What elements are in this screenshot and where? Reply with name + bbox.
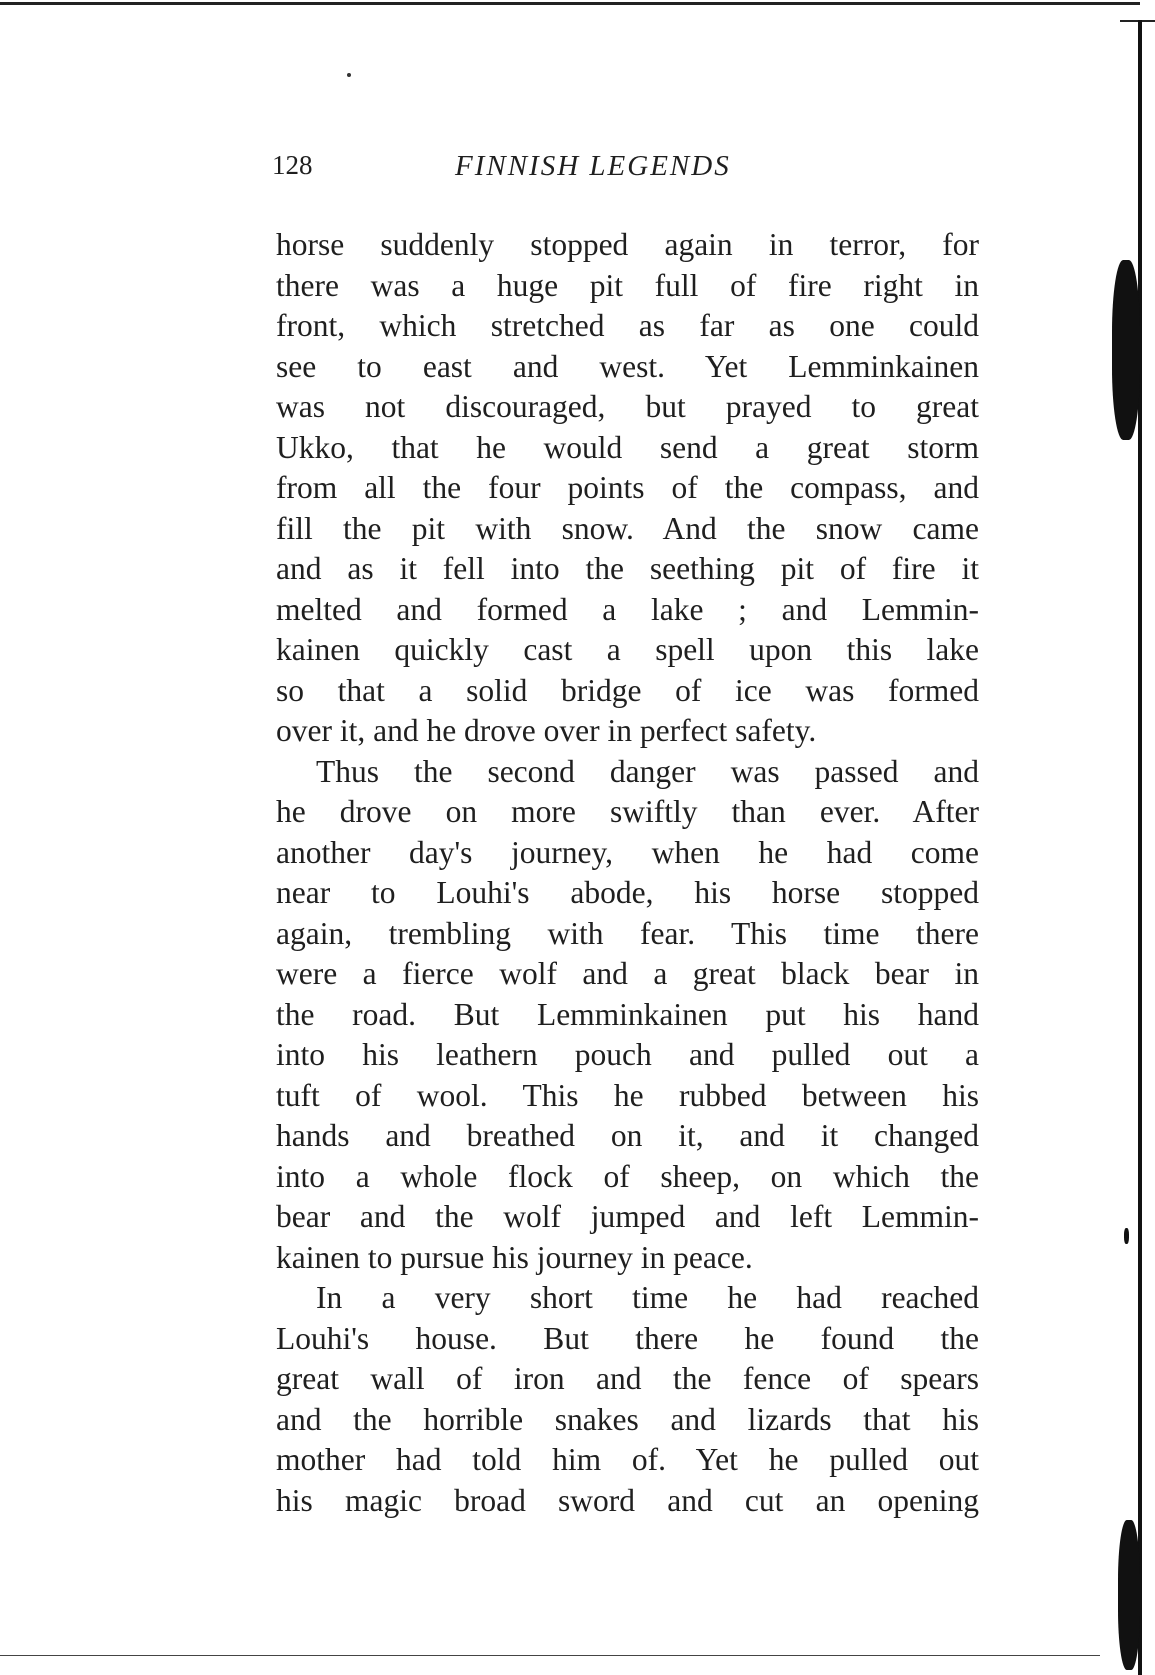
ink-blot-bottom <box>1118 1520 1140 1670</box>
text-line: fill the pit with snow. And the snow came <box>276 510 979 546</box>
text-line: the road. But Lemminkainen put his hand <box>276 996 979 1032</box>
ink-mark-middle <box>1124 1228 1129 1244</box>
text-line: he drove on more swiftly than ever. After <box>276 794 979 829</box>
page-header <box>272 150 992 194</box>
ink-blot-top <box>1112 260 1140 440</box>
text-line: there was a huge pit full of fire right in <box>276 267 979 303</box>
text-line: over it, and he drove over in perfect safety. <box>276 713 817 748</box>
text-line: Thus the second danger was passed and <box>316 753 979 789</box>
text-line: another day's journey, when he had come <box>276 834 979 870</box>
text-line: so that a solid bridge of ice was formed <box>276 672 979 708</box>
body-text <box>276 225 979 1521</box>
text-line: from all the four points of the compass, and <box>276 470 979 505</box>
bottom-edge-rule <box>0 1655 1100 1656</box>
text-line: were a fierce wolf and a great black bear in <box>276 956 979 991</box>
right-page-edge <box>1138 20 1142 1675</box>
text-line: and as it fell into the seething pit of fire it <box>276 551 979 586</box>
text-line: Louhi's house. But there he found the <box>276 1320 979 1356</box>
text-line: Ukko, that he would send a great storm <box>276 429 979 465</box>
text-line: mother had told him of. Yet he pulled out <box>276 1442 979 1477</box>
top-edge-rule <box>0 2 1140 5</box>
text-line: great wall of iron and the fence of spears <box>276 1361 979 1396</box>
page-number: 128 <box>272 150 313 180</box>
text-line: was not discouraged, but prayed to great <box>276 389 979 424</box>
text-line: near to Louhi's abode, his horse stopped <box>276 875 979 910</box>
text-line: tuft of wool. This he rubbed between his <box>276 1077 979 1113</box>
text-line: kainen to pursue his journey in peace. <box>276 1239 753 1275</box>
text-line: his magic broad sword and cut an opening <box>276 1482 979 1518</box>
text-line: see to east and west. Yet Lemminkainen <box>276 348 979 384</box>
text-line: hands and breathed on it, and it changed <box>276 1118 979 1153</box>
text-line: and the horrible snakes and lizards that his <box>276 1401 979 1437</box>
text-line: into a whole flock of sheep, on which the <box>276 1158 979 1194</box>
text-line: into his leathern pouch and pulled out a <box>276 1037 979 1072</box>
text-line: bear and the wolf jumped and left Lemmin- <box>276 1199 979 1234</box>
text-line: again, trembling with fear. This time there <box>276 915 979 951</box>
speck <box>347 73 351 77</box>
text-line: kainen quickly cast a spell upon this lake <box>276 632 979 667</box>
text-line: In a very short time he had reached <box>316 1280 979 1315</box>
running-title: FINNISH LEGENDS <box>455 150 731 182</box>
text-line: horse suddenly stopped again in terror, for <box>276 227 979 262</box>
text-line: melted and formed a lake ; and Lemmin- <box>276 591 979 627</box>
text-line: front, which stretched as far as one could <box>276 308 979 343</box>
